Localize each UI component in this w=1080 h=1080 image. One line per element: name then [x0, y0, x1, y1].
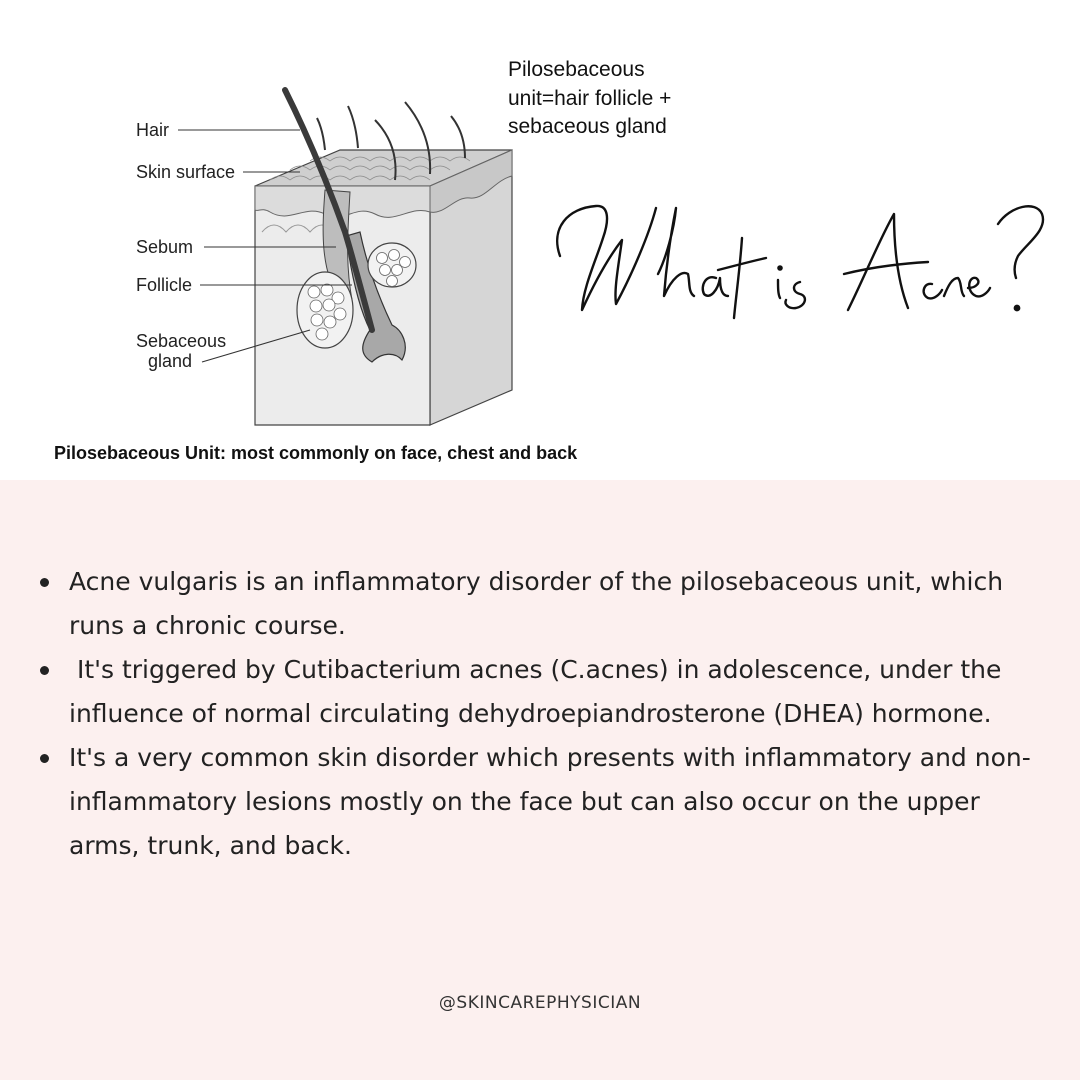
- bullet-text: It's triggered by Cutibacterium acnes (C.acnes) in adolescence, under the influence of normal circulating dehydroepiandrosterone (DHEA) hormone.: [69, 655, 1010, 728]
- list-item: [40, 648, 1040, 736]
- label-follicle: Follicle: [136, 275, 193, 295]
- unit-definition-line: unit=hair follicle +: [508, 86, 672, 110]
- diagram-caption: Pilosebaceous Unit: most commonly on face, chest and back: [54, 443, 578, 463]
- unit-definition: [508, 56, 671, 142]
- bullet-text: It's a very common skin disorder which presents with inflammatory and non-inflammatory lesions mostly on the face but can also occur on the upper arms, trunk, and back.: [69, 743, 1031, 860]
- list-item: [40, 560, 1040, 648]
- unit-definition-line: sebaceous gland: [508, 115, 667, 138]
- page-heading-script: [548, 178, 1058, 328]
- label-skin-surface: Skin surface: [136, 162, 236, 182]
- unit-definition-line: Pilosebaceous: [508, 58, 645, 81]
- label-sebaceous-gland-line1: Sebaceous: [136, 331, 227, 351]
- list-item: [40, 736, 1040, 868]
- bullet-text: Acne vulgaris is an inflammatory disorder of the pilosebaceous unit, which runs a chronic course.: [69, 567, 1004, 640]
- skin-block: [255, 150, 512, 425]
- bullet-dot: [40, 666, 49, 675]
- acne-facts-list: [40, 560, 1040, 868]
- label-hair: Hair: [136, 120, 170, 140]
- bullet-dot: [40, 754, 49, 763]
- bullet-dot: [40, 578, 49, 587]
- label-sebaceous-gland-line2: gland: [148, 351, 193, 371]
- label-sebum: Sebum: [136, 237, 194, 257]
- account-handle: @SKINCAREPHYSICIAN: [438, 993, 642, 1013]
